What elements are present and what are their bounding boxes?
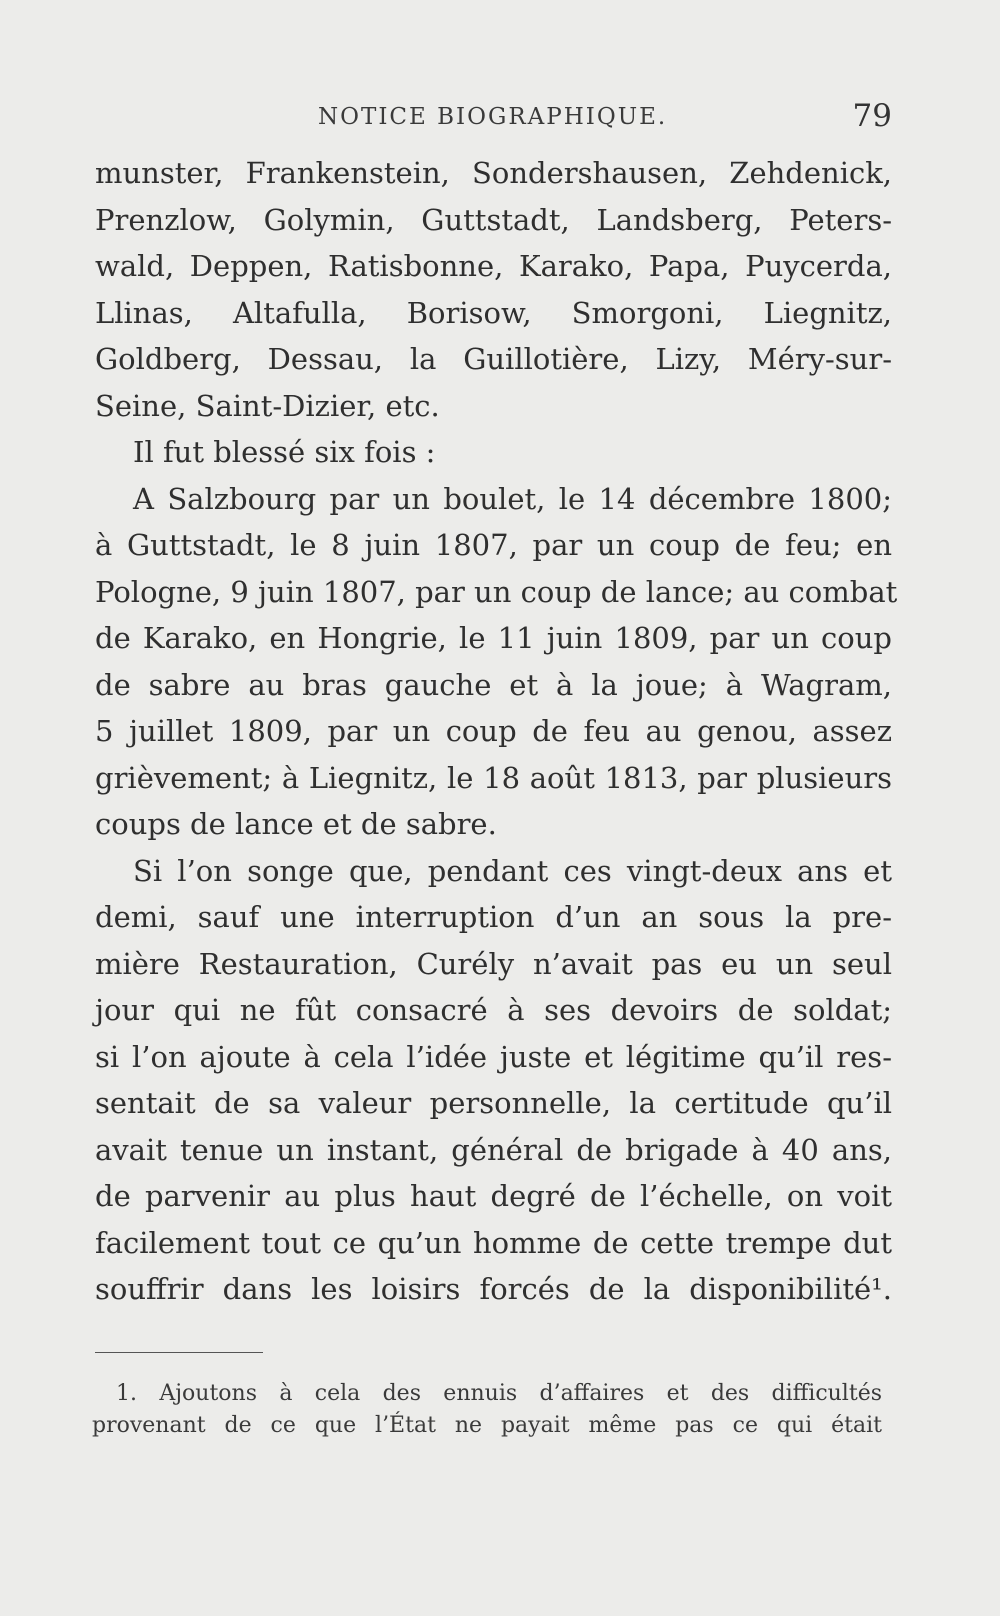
text-line: de sabre au bras gauche et à la joue; à Wagram,	[95, 667, 892, 702]
text-line: Seine, Saint-Dizier, etc.	[95, 388, 440, 423]
text-line: Si l’on songe que, pendant ces vingt-deux ans et	[133, 853, 892, 888]
running-title: NOTICE BIOGRAPHIQUE.	[318, 104, 668, 130]
text-line: sentait de sa valeur personnelle, la certitude qu’il	[95, 1086, 892, 1120]
footnote-line: 1. Ajoutons à cela des ennuis d’affaires et des difficultés	[116, 1381, 882, 1406]
text-line: Pologne, 9 juin 1807, par un coup de lance; au combat	[95, 574, 898, 609]
body-text	[95, 150, 898, 1313]
footnotes	[92, 1378, 882, 1442]
text-line: souffrir dans les loisirs forcés de la disponibilité¹.	[95, 1272, 892, 1306]
text-line: facilement tout ce qu’un homme de cette trempe dut	[95, 1225, 892, 1260]
text-line: A Salzbourg par un boulet, le 14 décembre 1800;	[133, 481, 892, 516]
text-line: jour qui ne fût consacré à ses devoirs de soldat;	[95, 993, 892, 1027]
text-line: Il fut blessé six fois :	[133, 435, 436, 469]
text-line: de parvenir au plus haut degré de l’échelle, on voit	[95, 1179, 892, 1213]
text-line: Prenzlow, Golymin, Guttstadt, Landsberg, Peters-	[95, 202, 892, 237]
footnote-line: provenant de ce que l’État ne payait même pas ce qui était	[92, 1413, 882, 1438]
text-line: wald, Deppen, Ratisbonne, Karako, Papa, Puycerda,	[95, 249, 892, 283]
text-line: Goldberg, Dessau, la Guillotière, Lizy, Méry-sur-	[95, 342, 892, 376]
text-line: 5 juillet 1809, par un coup de feu au genou, assez	[95, 714, 892, 748]
text-line: Llinas, Altafulla, Borisow, Smorgoni, Liegnitz,	[95, 295, 892, 330]
page-header	[318, 98, 892, 138]
text-line: munster, Frankenstein, Sondershausen, Zehdenick,	[95, 156, 892, 190]
text-line: de Karako, en Hongrie, le 11 juin 1809, par un coup	[95, 621, 892, 655]
text-line: grièvement; à Liegnitz, le 18 août 1813, par plusieurs	[95, 760, 892, 795]
text-line: avait tenue un instant, général de brigade à 40 ans,	[95, 1132, 892, 1167]
text-line: mière Restauration, Curély n’avait pas eu un seul	[95, 946, 892, 981]
text-line: demi, sauf une interruption d’un an sous la pre-	[95, 900, 892, 934]
text-line: à Guttstadt, le 8 juin 1807, par un coup de feu; en	[95, 528, 892, 562]
footnote-divider	[95, 1352, 263, 1353]
page-number: 79	[852, 98, 892, 134]
text-line: si l’on ajoute à cela l’idée juste et légitime qu’il res-	[95, 1039, 892, 1074]
text-line: coups de lance et de sabre.	[95, 807, 497, 841]
